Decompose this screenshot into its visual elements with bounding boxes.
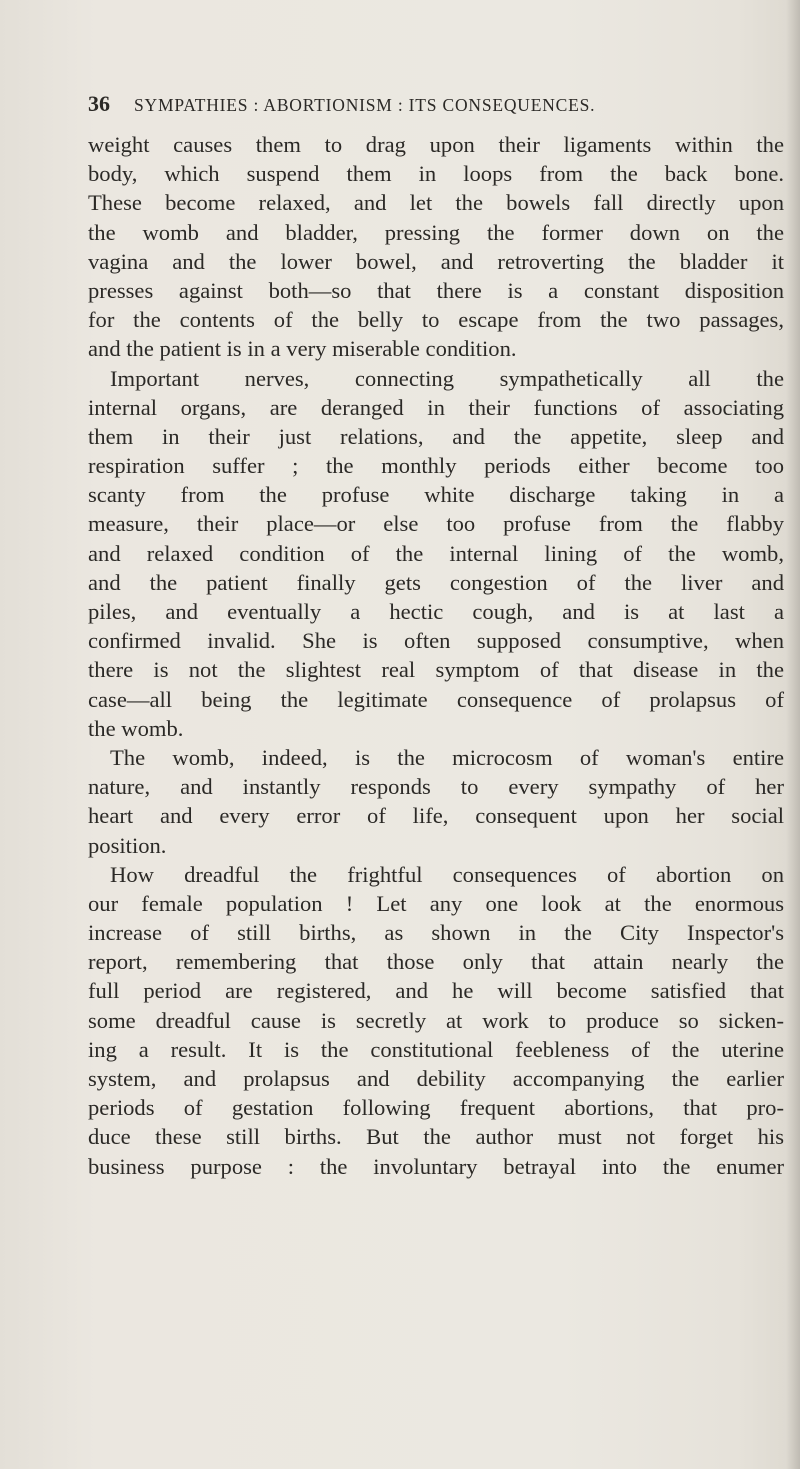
text-line: nature, and instantly responds to every sympathy of her: [88, 774, 784, 800]
text-line: our female population ! Let any one look at the enormous: [88, 890, 784, 916]
page-number: 36: [88, 91, 110, 116]
text-line: These become relaxed, and let the bowels fall directly upon: [88, 190, 784, 216]
text-line: and the patient finally gets congestion of the liver and: [88, 569, 784, 595]
text-line: business purpose : the involuntary betrayal into the enumer: [88, 1153, 784, 1179]
text-line: position.: [88, 832, 167, 858]
text-line: full period are registered, and he will become satisfied that: [88, 978, 784, 1004]
text-line: weight causes them to drag upon their ligaments within the: [88, 132, 784, 157]
text-line: respiration suffer ; the monthly periods either become too: [88, 453, 784, 479]
text-line: case—all being the legitimate consequence of prolapsus of: [88, 686, 784, 712]
text-line: report, remembering that those only that attain nearly the: [88, 949, 784, 975]
text-line: confirmed invalid. She is often supposed consumptive, when: [88, 628, 784, 654]
text-line: piles, and eventually a hectic cough, and is at last a: [88, 599, 784, 624]
text-line: internal organs, are deranged in their functions of associating: [88, 394, 784, 420]
text-line: body, which suspend them in loops from the back bone.: [88, 161, 784, 187]
page-edge-shadow: [786, 0, 800, 1469]
text-line: measure, their place—or else too profuse from the flabby: [88, 511, 784, 537]
paragraph-start-line: How dreadful the frightful consequences of abortion on: [110, 861, 784, 887]
text-line: duce these still births. But the author must not forget his: [88, 1124, 784, 1150]
text-line: some dreadful cause is secretly at work to produce so sicken-: [88, 1007, 784, 1033]
text-line: for the contents of the belly to escape from the two passages,: [88, 307, 784, 333]
text-line: the womb and bladder, pressing the former down on the: [88, 219, 784, 245]
text-line: presses against both—so that there is a constant disposition: [88, 277, 784, 303]
text-line: increase of still births, as shown in the City Inspector's: [88, 920, 784, 946]
running-head-title: SYMPATHIES : ABORTIONISM : ITS CONSEQUENCES.: [134, 95, 596, 115]
text-line: there is not the slightest real symptom of that disease in the: [88, 657, 784, 683]
text-line: vagina and the lower bowel, and retroverting the bladder it: [88, 248, 784, 274]
text-line: the womb.: [88, 715, 184, 741]
text-line: ing a result. It is the constitutional feebleness of the uterine: [88, 1036, 784, 1062]
paragraph-start-line: The womb, indeed, is the microcosm of woman's entire: [110, 744, 784, 770]
text-line: and relaxed condition of the internal lining of the womb,: [88, 540, 784, 566]
text-line: and the patient is in a very miserable condition.: [88, 336, 517, 362]
running-head: [88, 91, 718, 117]
text-line: system, and prolapsus and debility accompanying the earlier: [88, 1066, 784, 1091]
text-line: them in their just relations, and the appetite, sleep and: [88, 423, 784, 449]
text-line: periods of gestation following frequent abortions, that pro-: [88, 1095, 784, 1121]
paragraph-start-line: Important nerves, connecting sympathetically all the: [110, 365, 784, 391]
text-line: heart and every error of life, consequent upon her social: [88, 803, 784, 829]
text-line: scanty from the profuse white discharge taking in a: [88, 482, 784, 508]
body-text: [88, 130, 784, 1181]
